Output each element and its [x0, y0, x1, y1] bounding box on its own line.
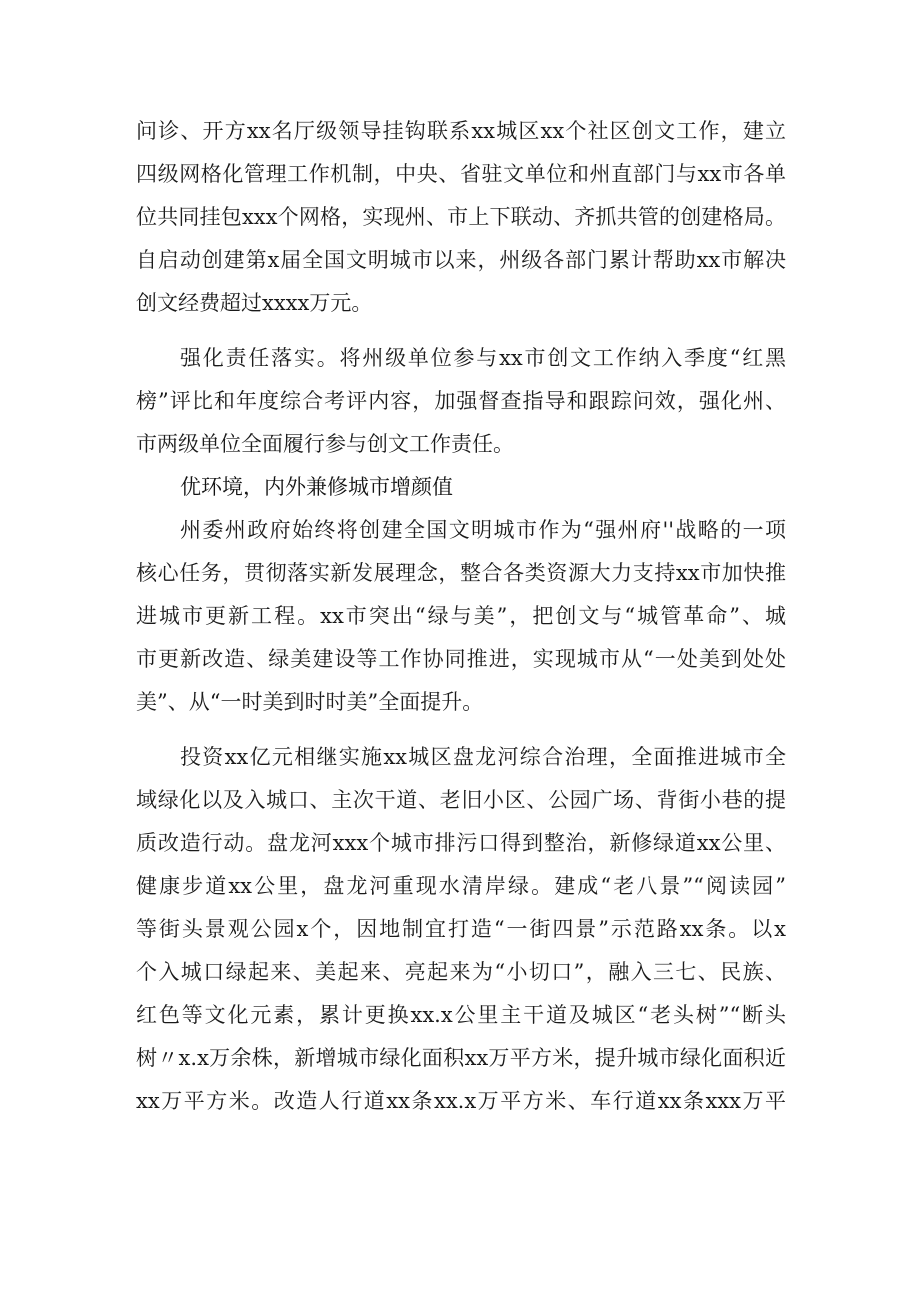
paragraph-4 [136, 736, 786, 1123]
text-line: 创文经费超过xxxx万元。 [136, 291, 373, 315]
text-line: 质改造行动。盘龙河xxx个城市排污口得到整治，新修绿道xx公里、 [136, 831, 786, 855]
text-line: 树〃x.x万余株，新增城市绿化面积xx万平方米，提升城市绿化面积近 [136, 1046, 786, 1070]
paragraph-1 [136, 110, 786, 325]
text-line: 美”、从“一时美到时时美”全面提升。 [136, 690, 484, 714]
text-line: 等街头景观公园x个，因地制宜打造“一街四景”示范路xx条。以x [136, 917, 786, 941]
text-line: 投资xx亿元相继实施xx城区盘龙河综合治理，全面推进城市全 [180, 745, 786, 769]
text-line: 四级网格化管理工作机制，中央、省驻文单位和州直部门与xx市各单 [136, 162, 786, 186]
text-line: 位共同挂包xxx个网格，实现州、市上下联动、齐抓共管的创建格局。 [136, 205, 786, 229]
text-line: 核心任务，贯彻落实新发展理念，整合各类资源大力支持xx市加快推 [136, 561, 786, 585]
text-line: 强化责任落实。将州级单位参与xx市创文工作纳入季度“红黑 [180, 346, 786, 370]
text-line: 自启动创建第x届全国文明城市以来，州级各部门累计帮助xx市解决 [136, 248, 786, 272]
text-line: 州委州政府始终将创建全国文明城市作为“强州府''战略的一项 [180, 518, 786, 542]
document-body [136, 110, 786, 1123]
text-line: 红色等文化元素，累计更换xx.x公里主干道及城区“老头树”“断头 [136, 1003, 786, 1027]
text-line: 健康步道xx公里，盘龙河重现水清岸绿。建成“老八景”“阅读园” [136, 874, 786, 898]
text-line: 个入城口绿起来、美起来、亮起来为“小切口”，融入三七、民族、 [136, 960, 786, 984]
paragraph-gap [136, 724, 786, 736]
section-heading: 优环境，内外兼修城市增颜值 [180, 475, 453, 499]
text-line: 市两级单位全面履行参与创文工作责任。 [136, 432, 514, 456]
text-line: 进城市更新工程。xx市突出“绿与美”，把创文与“城管革命”、城 [136, 604, 786, 628]
paragraph-2 [136, 337, 786, 466]
text-line: 市更新改造、绿美建设等工作协同推进，实现城市从“一处美到处处 [136, 647, 786, 671]
text-line: 榜”评比和年度综合考评内容，加强督查指导和跟踪问效，强化州、 [136, 389, 786, 413]
text-line: 域绿化以及入城口、主次干道、老旧小区、公园广场、背街小巷的提 [136, 788, 786, 812]
paragraph-gap [136, 325, 786, 337]
text-line: xx万平方米。改造人行道xx条xx.x万平方米、车行道xx条xxx万平 [136, 1089, 786, 1113]
paragraph-3 [136, 509, 786, 724]
text-line: 问诊、开方xx名厅级领导挂钩联系xx城区xx个社区创文工作，建立 [136, 119, 786, 143]
